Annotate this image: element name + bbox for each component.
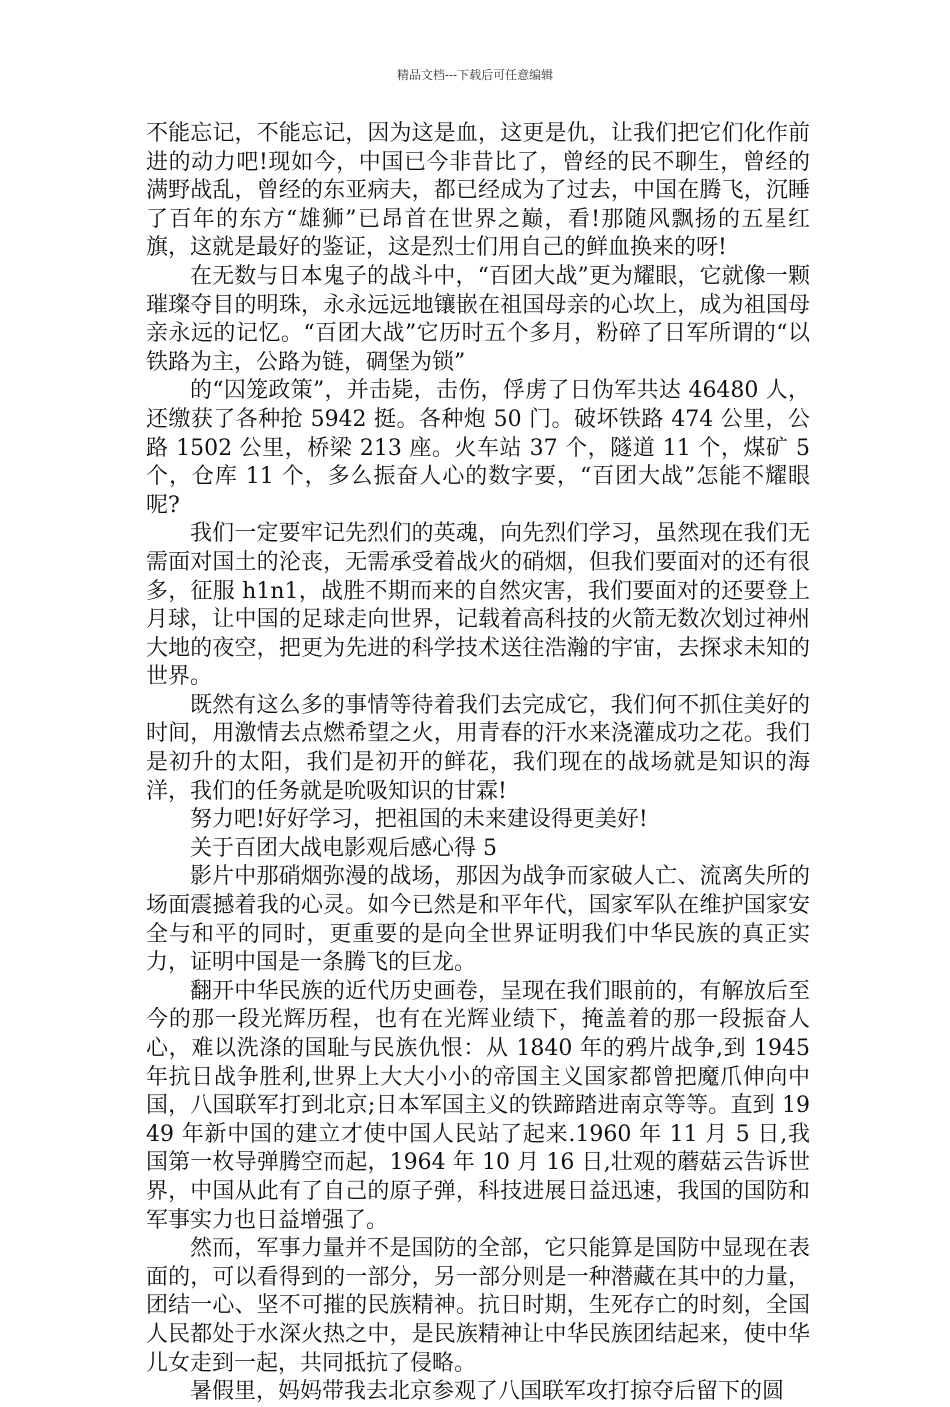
paragraph: 翻开中华民族的近代历史画卷，呈现在我们眼前的，有解放后至今的那一段光辉历程，也有在光辉业绩下，掩盖着的那一段振奋人心，难以洗涤的国耻与民族仇恨：从 1840 年的鸦片战争,到 1945 年抗日战争胜利,世界上大大小小的帝国主义国家都曾把魔爪伸向中国，八国联军打到北京;日本军国主义的铁蹄踏进南京等等。直到 1949 年新中国的建立才使中国人民站了起来.1960 年 11 月 5 日,我国第一枚导弹腾空而起，1964 年 10 月 16 日,壮观的蘑菇云告诉世界，中国从此有了自己的原子弹，科技进展日益迅速，我国的国防和军事实力也日益增强了。 [146, 978, 810, 1233]
paragraph: 我们一定要牢记先烈们的英魂，向先烈们学习，虽然现在我们无需面对国土的沦丧，无需承受着战火的硝烟，但我们要面对的还有很多，征服 h1n1，战胜不期而来的自然灾害，我们要面对的还要登上月球，让中国的足球走向世界，记载着高科技的火箭无数次划过神州大地的夜空，把更为先进的科学技术送往浩瀚的宇宙，去探求未知的世界。 [146, 521, 810, 690]
paragraph: 努力吧!好好学习，把祖国的未来建设得更美好! [190, 807, 648, 833]
paragraph: 不能忘记，不能忘记，因为这是血，这更是仇，让我们把它们化作前进的动力吧!现如今，中国已今非昔比了，曾经的民不聊生，曾经的满野战乱，曾经的东亚病夫，都已经成为了过去，中国在腾飞，沉睡了百年的东方“雄狮”已昂首在世界之巅，看!那随风飘扬的五星红旗，这就是最好的鉴证，这是烈士们用自己的鲜血换来的呀! [146, 121, 810, 261]
paragraph: 的“囚笼政策”，并击毙，击伤，俘虏了日伪军共达 46480 人，还缴获了各种抢 5942 挺。各种炮 50 门。破坏铁路 474 公里，公路 1502 公里，桥梁 213 座。火车站 37 个，隧道 11 个，煤矿 5 个，仓库 11 个，多么振奋人心的数字要，“百团大战”怎能不耀眼呢? [146, 378, 810, 518]
section-heading: 关于百团大战电影观后感心得 5 [190, 835, 497, 861]
paragraph: 然而，军事力量并不是国防的全部，它只能算是国防中显现在表面的，可以看得到的一部分，另一部分则是一种潜藏在其中的力量，团结一心、坚不可摧的民族精神。抗日时期，生死存亡的时刻，全国人民都处于水深火热之中，是民族精神让中华民族团结起来，使中华儿女走到一起，共同抵抗了侵略。 [146, 1236, 810, 1376]
paragraph: 影片中那硝烟弥漫的战场，那因为战争而家破人亡、流离失所的场面震撼着我的心灵。如今已然是和平年代，国家军队在维护国家安全与和平的同时，更重要的是向全世界证明我们中华民族的真正实力，证明中国是一条腾飞的巨龙。 [146, 864, 810, 976]
document-body [146, 120, 810, 1407]
paragraph: 暑假里，妈妈带我去北京参观了八国联军攻打掠夺后留下的圆 [190, 1379, 785, 1405]
page-header: 精品文档---下载后可任意编辑 [396, 68, 554, 82]
paragraph: 既然有这么多的事情等待着我们去完成它，我们何不抓住美好的时间，用激情去点燃希望之火，用青春的汗水来浇灌成功之花。我们是初升的太阳，我们是初开的鲜花，我们现在的战场就是知识的海洋，我们的任务就是吮吸知识的甘霖! [146, 692, 810, 804]
paragraph: 在无数与日本鬼子的战斗中，“百团大战”更为耀眼，它就像一颗璀璨夺目的明珠，永永远远地镶嵌在祖国母亲的心坎上，成为祖国母亲永远的记忆。“百团大战”它历时五个多月，粉碎了日军所谓的“以铁路为主，公路为链，碉堡为锁” [146, 263, 810, 375]
